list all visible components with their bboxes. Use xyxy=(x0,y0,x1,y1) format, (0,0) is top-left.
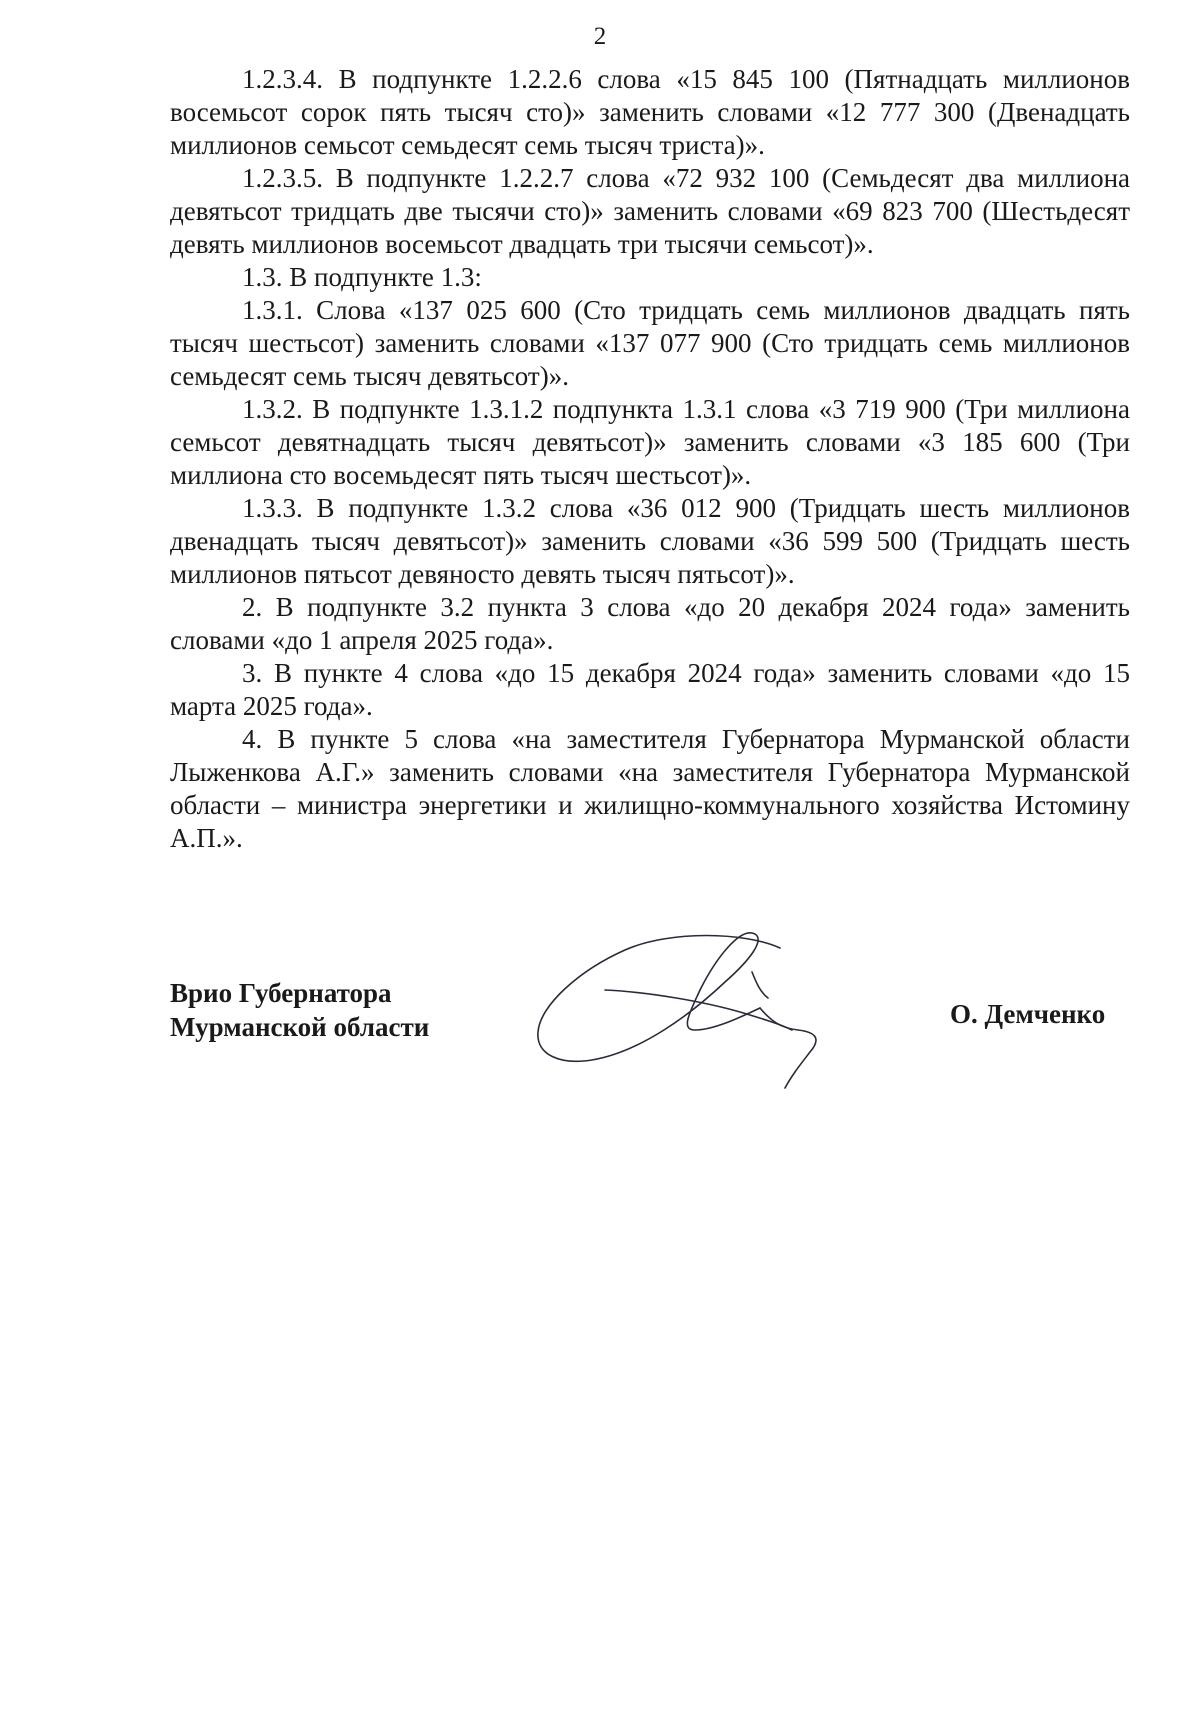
paragraph-1-2-3-5: 1.2.3.5. В подпункте 1.2.2.7 слова «72 932 100 (Семьдесят два миллиона девятьсот тридцать две тысячи сто)» заменить словами «69 823 700 (Шестьдесят девять миллионов восемьсот двадцать три тысячи семьсот)». xyxy=(170,163,1130,259)
page-number: 2 xyxy=(593,23,607,50)
signatory-position-line1: Врио Губернатора xyxy=(170,978,392,1008)
signatory-position xyxy=(170,976,429,1044)
paragraph-1-3: 1.3. В подпункте 1.3: xyxy=(242,262,482,292)
paragraph-1-3-3: 1.3.3. В подпункте 1.3.2 слова «36 012 900 (Тридцать шесть миллионов двенадцать тысяч девятьсот)» заменить словами «36 599 500 (Тридцать шесть миллионов пятьсот девяносто девять тысяч пятьсот)». xyxy=(170,493,1130,589)
document-body xyxy=(170,63,1130,855)
paragraph-3: 3. В пункте 4 слова «до 15 декабря 2024 года» заменить словами «до 15 марта 2025 года». xyxy=(170,658,1130,721)
paragraph-1-3-2: 1.3.2. В подпункте 1.3.1.2 подпункта 1.3.1 слова «3 719 900 (Три миллиона семьсот девятнадцать тысяч девятьсот)» заменить словами «3 185 600 (Три миллиона сто восемьдесят пять тысяч шестьсот)». xyxy=(170,394,1130,490)
signatory-position-line2: Мурманской области xyxy=(170,1012,430,1042)
paragraph-1-3-1: 1.3.1. Слова «137 025 600 (Сто тридцать семь миллионов двадцать пять тысяч шестьсот) заменить словами «137 077 900 (Сто тридцать семь миллионов семьдесят семь тысяч девятьсот)». xyxy=(170,295,1130,391)
paragraph-1-2-3-4: 1.2.3.4. В подпункте 1.2.2.6 слова «15 845 100 (Пятнадцать миллионов восемьсот сорок пять тысяч сто)» заменить словами «12 777 300 (Двенадцать миллионов семьсот семьдесят семь тысяч триста)». xyxy=(170,64,1130,160)
paragraph-4: 4. В пункте 5 слова «на заместителя Губернатора Мурманской области Лыженкова А.Г.» заменить словами «на заместителя Губернатора Мурманской области – министра энергетики и жилищно-коммунального хозяйства Истомину А.П.». xyxy=(170,724,1130,853)
signatory-name: О. Демченко xyxy=(950,999,1106,1029)
paragraph-2: 2. В подпункте 3.2 пункта 3 слова «до 20 декабря 2024 года» заменить словами «до 1 апреля 2025 года». xyxy=(170,592,1130,655)
handwritten-signature xyxy=(530,920,860,1090)
